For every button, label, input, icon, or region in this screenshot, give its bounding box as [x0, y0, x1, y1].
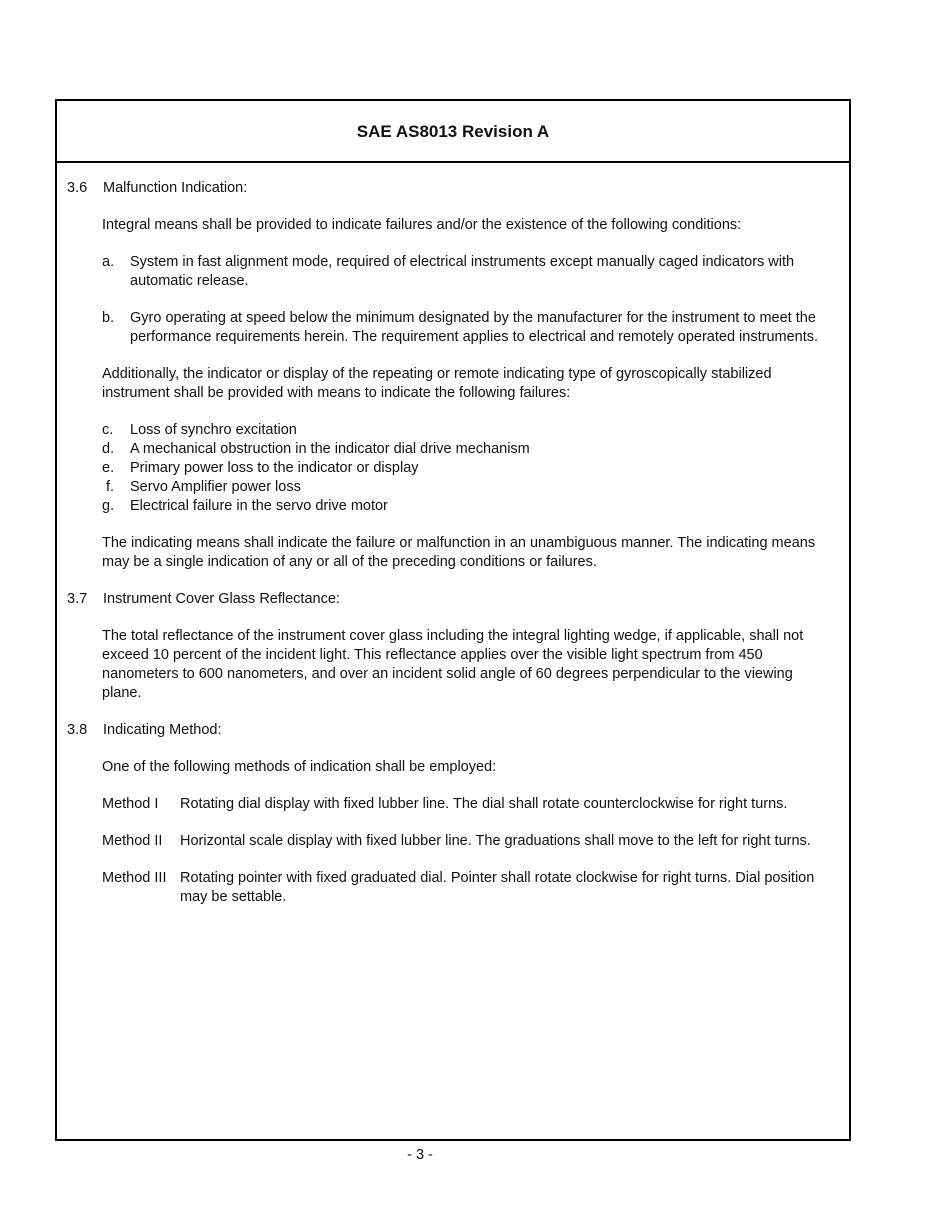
list-item-text: Loss of synchro excitation	[130, 422, 297, 438]
method-item	[102, 832, 824, 851]
list-item	[102, 253, 824, 291]
method-text: Rotating dial display with fixed lubber line. The dial shall rotate counterclockwise for right turns.	[180, 796, 788, 812]
list-item-text: Primary power loss to the indicator or display	[130, 460, 419, 476]
list-item-text: Servo Amplifier power loss	[130, 479, 301, 495]
list-item-text: Gyro operating at speed below the minimum designated by the manufacturer for the instrument to meet the performance requirements herein. The requirement applies to electrical and remotely operated instruments.	[130, 310, 819, 345]
list-item-letter: g.	[102, 498, 115, 514]
list-item-text: Electrical failure in the servo drive motor	[130, 498, 388, 514]
list-item	[102, 497, 824, 516]
list-item	[102, 478, 824, 497]
document-body	[57, 163, 849, 907]
document-header	[57, 101, 849, 163]
section-3-6-heading	[67, 179, 839, 198]
section-number: 3.7	[67, 591, 88, 607]
page-frame	[55, 99, 851, 1141]
section-3-8-intro: One of the following methods of indication shall be employed:	[102, 759, 497, 775]
list-item-text: System in fast alignment mode, required of electrical instruments except manually caged indicators with automatic release.	[130, 254, 795, 289]
list-item	[102, 459, 824, 478]
list-item-text: A mechanical obstruction in the indicator dial drive mechanism	[130, 441, 530, 457]
list-item	[102, 309, 824, 347]
document-title: SAE AS8013 Revision A	[356, 121, 550, 141]
list-item	[102, 440, 824, 459]
list-item	[102, 421, 824, 440]
list-item-letter: f.	[106, 479, 115, 495]
method-text: Rotating pointer with fixed graduated dial. Pointer shall rotate clockwise for right turns. Dial position may be settable.	[180, 870, 815, 905]
method-item	[102, 869, 824, 907]
method-text: Horizontal scale display with fixed lubber line. The graduations shall move to the left for right turns.	[180, 833, 811, 849]
method-item	[102, 795, 824, 814]
section-3-6-intro: Integral means shall be provided to indicate failures and/or the existence of the following conditions:	[102, 217, 742, 233]
method-label: Method III	[102, 870, 167, 886]
section-number: 3.8	[67, 722, 88, 738]
section-title: Malfunction Indication:	[103, 180, 248, 196]
failures-list	[102, 421, 839, 516]
section-3-6-additional: Additionally, the indicator or display of the repeating or remote indicating type of gyroscopically stabilized instrument shall be provided with means to indicate the following failures:	[102, 366, 772, 401]
section-3-7-heading	[67, 590, 839, 609]
section-number: 3.6	[67, 180, 88, 196]
section-3-7-text: The total reflectance of the instrument cover glass including the integral lighting wedge, if applicable, shall not exceed 10 percent of the incident light. This reflectance applies over the visible light spectrum from 450 nanometers to 600 nanometers, and over an incident solid angle of 60 degrees perpendicular to the viewing plane.	[102, 628, 804, 701]
list-item-letter: b.	[102, 310, 115, 326]
section-3-6-closing: The indicating means shall indicate the failure or malfunction in an unambiguous manner. The indicating means may be a single indication of any or all of the preceding conditions or failures.	[102, 535, 816, 570]
conditions-list	[102, 253, 839, 347]
method-label: Method I	[102, 796, 159, 812]
list-item-letter: a.	[102, 254, 115, 270]
section-3-8-heading	[67, 721, 839, 740]
list-item-letter: c.	[102, 422, 114, 438]
page-number: - 3 -	[407, 1147, 433, 1163]
section-title: Instrument Cover Glass Reflectance:	[103, 591, 340, 607]
section-title: Indicating Method:	[103, 722, 222, 738]
method-label: Method II	[102, 833, 163, 849]
list-item-letter: e.	[102, 460, 115, 476]
list-item-letter: d.	[102, 441, 115, 457]
